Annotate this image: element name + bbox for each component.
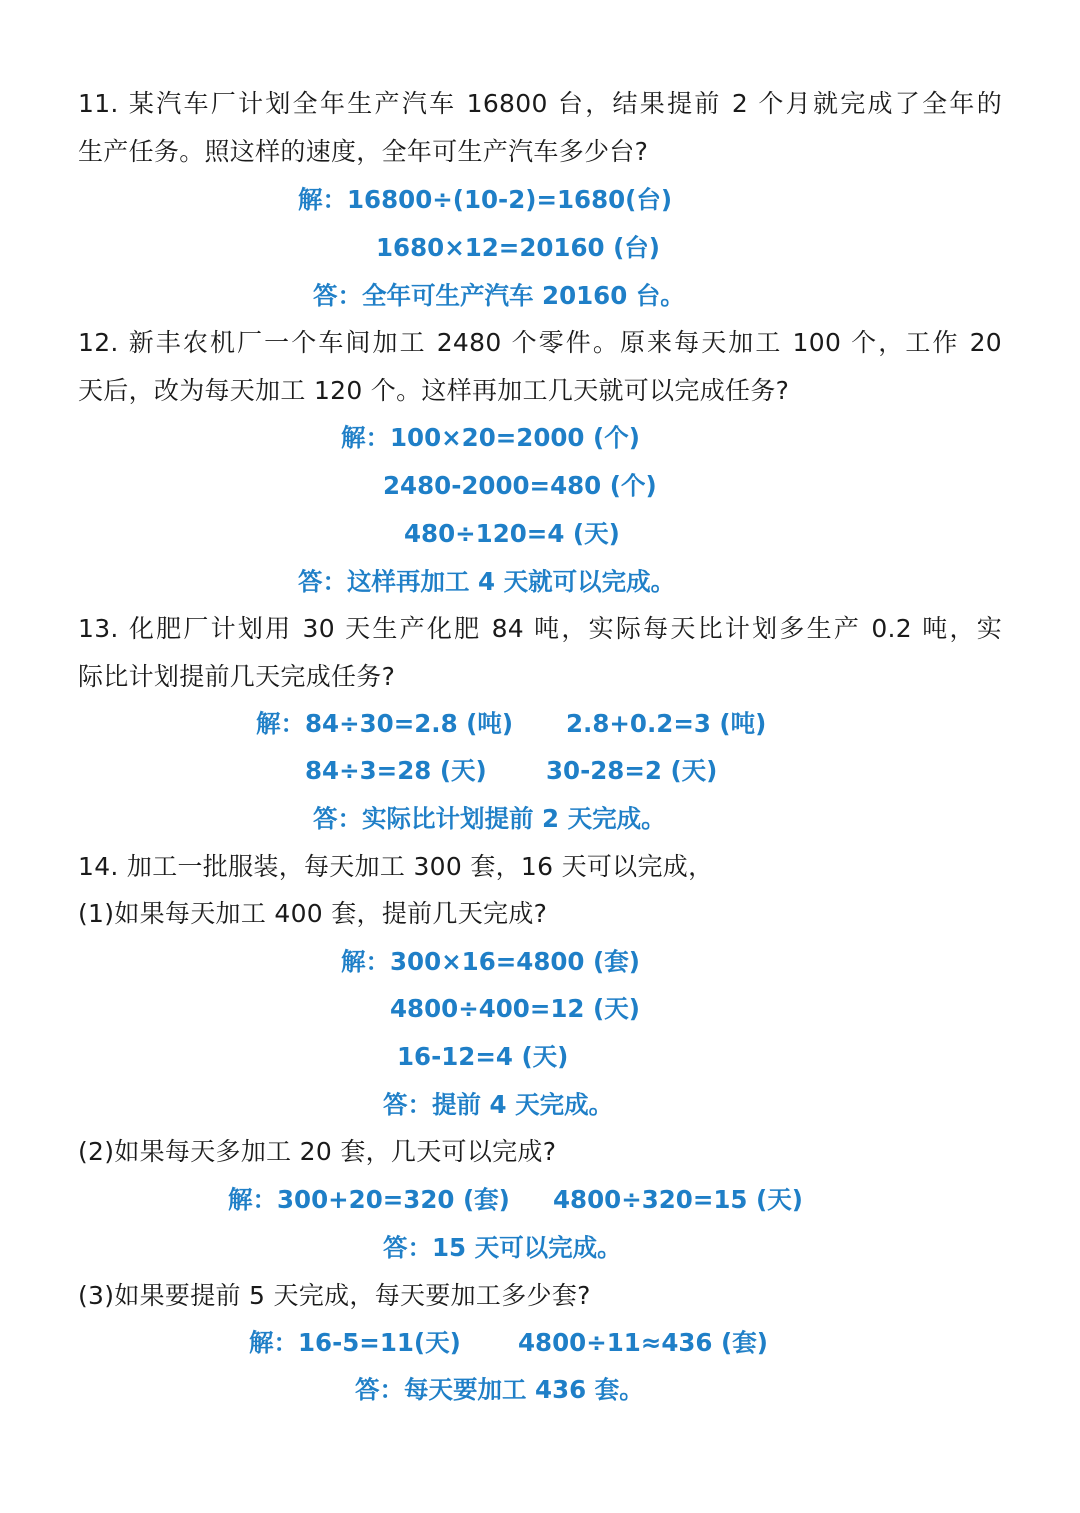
problem-11-answer: 答：全年可生产汽车 20160 台。	[313, 281, 685, 310]
problem-14-part-1-step-3: 16-12=4 (天)	[397, 1042, 569, 1071]
problem-14-part-3-step-1b: 4800÷11≈436 (套)	[518, 1328, 768, 1357]
problem-12-solution-step-1: 解：100×20=2000 (个)	[341, 423, 640, 452]
problem-13-text-line-1: 13. 化肥厂计划用 30 天生产化肥 84 吨，实际每天比计划多生产 0.2 吨，实	[78, 614, 1002, 643]
problem-13-solution-step-2b: 30-28=2 (天)	[546, 756, 718, 785]
problem-14-part-3-step-1a: 解：16-5=11(天)	[249, 1328, 461, 1357]
problem-11-solution-step-1: 解：16800÷(10-2)=1680(台)	[298, 185, 673, 214]
problem-14-part-1-text: (1)如果每天加工 400 套，提前几天完成?	[78, 899, 548, 928]
problem-12-solution-step-3: 480÷120=4 (天)	[404, 519, 620, 548]
problem-13-solution-step-1a: 解：84÷30=2.8 (吨)	[256, 709, 514, 738]
problem-13-solution-step-2a: 84÷3=28 (天)	[305, 756, 487, 785]
problem-11-text-line-2: 生产任务。照这样的速度，全年可生产汽车多少台?	[78, 137, 649, 166]
problem-13-solution-step-1b: 2.8+0.2=3 (吨)	[566, 709, 767, 738]
problem-14-part-2-step-1b: 4800÷320=15 (天)	[553, 1185, 803, 1214]
problem-14-part-1-step-2: 4800÷400=12 (天)	[390, 994, 640, 1023]
problem-14-part-3-text: (3)如果要提前 5 天完成，每天要加工多少套?	[78, 1281, 591, 1310]
problem-13-answer: 答：实际比计划提前 2 天完成。	[313, 804, 666, 833]
problem-11-solution-step-2: 1680×12=20160 (台)	[376, 233, 660, 262]
problem-14-part-1-step-1: 解：300×16=4800 (套)	[341, 947, 640, 976]
problem-12-solution-step-2: 2480-2000=480 (个)	[383, 471, 657, 500]
problem-13-text-line-2: 际比计划提前几天完成任务?	[78, 662, 396, 691]
problem-12-text-line-1: 12. 新丰农机厂一个车间加工 2480 个零件。原来每天加工 100 个，工作 20	[78, 328, 1002, 357]
problem-14-part-1-answer: 答：提前 4 天完成。	[383, 1090, 614, 1119]
problem-14-part-2-step-1a: 解：300+20=320 (套)	[228, 1185, 510, 1214]
problem-11-text-line-1: 11. 某汽车厂计划全年生产汽车 16800 台，结果提前 2 个月就完成了全年的	[78, 89, 1002, 118]
problem-12-answer: 答：这样再加工 4 天就可以完成。	[298, 567, 676, 596]
problem-14-text: 14. 加工一批服装，每天加工 300 套，16 天可以完成，	[78, 852, 714, 881]
problem-14-part-3-answer: 答：每天要加工 436 套。	[355, 1375, 644, 1404]
problem-14-part-2-text: (2)如果每天多加工 20 套，几天可以完成?	[78, 1137, 557, 1166]
problem-14-part-2-answer: 答：15 天可以完成。	[383, 1233, 622, 1262]
problem-12-text-line-2: 天后，改为每天加工 120 个。这样再加工几天就可以完成任务?	[78, 376, 790, 405]
